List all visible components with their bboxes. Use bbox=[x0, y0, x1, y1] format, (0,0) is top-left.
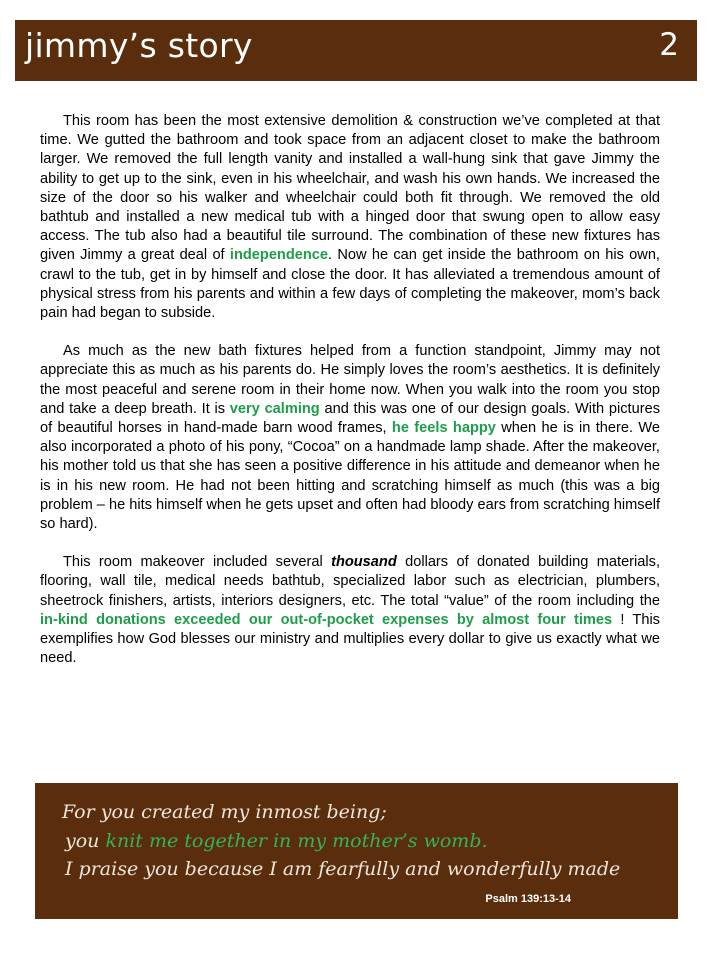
page-title: jimmy’s story bbox=[25, 26, 253, 65]
scripture-quote bbox=[35, 783, 678, 919]
text-run: . Now he can get inside the bathroom on his own, crawl to the tub, get in by himself and close the door. It has alleviated a tremendous amount of physical stress from his parents and within a few days of completing the makeover, mom’s back pain had began to subside. bbox=[40, 247, 660, 322]
quote-highlight: knit me together in my mother’s womb. bbox=[105, 830, 488, 852]
paragraph-2 bbox=[40, 342, 660, 534]
text-run: As much as the new bath fixtures helped from a function standpoint, Jimmy may not appreciate this as much as his parents do. He simply loves the room’s aesthetics. It is definitely the most peaceful and serene room in their home now. When you walk into the room you stop and take a deep breath. It is bbox=[40, 343, 660, 417]
quote-line-1: For you created my inmost being; bbox=[62, 801, 387, 823]
text-run: This room makeover included several bbox=[63, 554, 332, 571]
text-run: dollars of donated building materials, flooring, wall tile, medical needs bathtub, specialized labor such as electrician, plumbers, sheetrock finishers, artists, interiors designers, etc. The total “value” of the room including the bbox=[40, 554, 660, 609]
text-run: and this was one of our design goals. With pictures of beautiful horses in hand-made barn wood frames, bbox=[40, 400, 660, 437]
text-run: This room has been the most extensive demolition & construction we’ve completed at that time. We gutted the bathroom and took space from an adjacent closet to make the bathroom larger. We removed the full length vanity and installed a wall-hung sink that gave Jimmy the ability to get up to the sink, even in his wheelchair, and wash his own hands. We increased the size of the door so his walker and wheelchair could both fit through. We removed the old bathtub and installed a new medical tub with a hinged door that swung open to allow easy access. The tub also had a beautiful tile surround. The combination of these new fixtures has given Jimmy a great deal of bbox=[40, 113, 660, 264]
text-run: you bbox=[65, 830, 106, 852]
highlight-very-calming: very calming bbox=[229, 400, 320, 417]
scripture-reference: Psalm 139:13-14 bbox=[485, 893, 571, 905]
highlight-independence: independence bbox=[229, 247, 329, 264]
text-run: when he is in there. We also incorporated a photo of his pony, “Cocoa” on a handmade lamp shade. After the makeover, his mother told us that she has seen a positive difference in his attitude and demeanor when he is in his new room. He had not been hitting and scratching himself as much (this was a big problem – he hits himself when he gets upset and often had bloody ears from scratching himself so hard). bbox=[40, 420, 660, 533]
paragraph-3 bbox=[40, 553, 660, 668]
highlight-feels-happy: he feels happy bbox=[391, 420, 496, 437]
paragraph-1 bbox=[40, 112, 660, 323]
quote-line-3: I praise you because I am fearfully and wonderfully made bbox=[65, 858, 621, 880]
text-run: ! This exemplifies how God blesses our ministry and multiplies every dollar to give us exactly what we need. bbox=[40, 611, 660, 667]
page-header bbox=[15, 20, 697, 81]
page-number: 2 bbox=[659, 27, 679, 63]
quote-line-2 bbox=[65, 830, 488, 852]
story-body bbox=[40, 112, 660, 687]
highlight-donations: in-kind donations exceeded our out-of-pocket expenses by almost four times bbox=[40, 611, 613, 628]
emphasis-thousand: thousand bbox=[331, 554, 397, 571]
